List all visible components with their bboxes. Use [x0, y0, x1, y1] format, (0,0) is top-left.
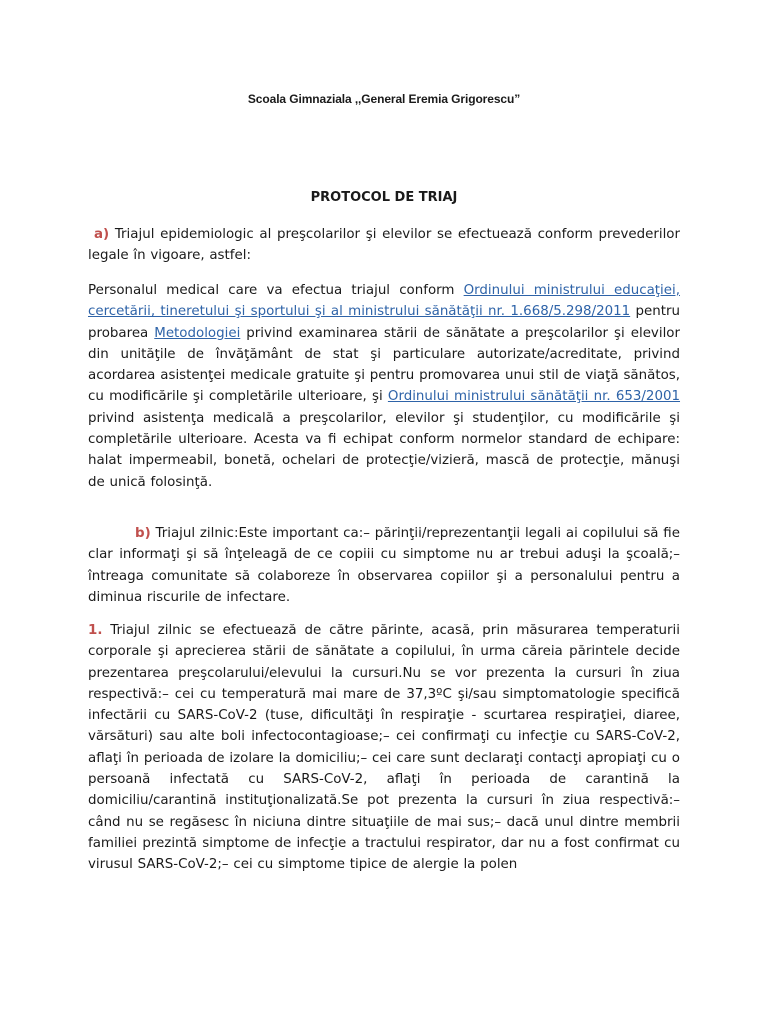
section-1-paragraph	[88, 620, 680, 876]
section-a-text: Triajul epidemiologic al preşcolarilor şi elevilor se efectuează conform prevederilor legale în vigoare, astfel:	[88, 227, 680, 264]
section-a-marker: a)	[94, 227, 110, 242]
methodology-link[interactable]: Metodologiei	[154, 325, 241, 341]
order-link-653[interactable]: Ordinului ministrului sănătăţii nr. 653/2001	[387, 389, 681, 405]
section-b-text: Triajul zilnic:Este important ca:– părinţii/reprezentanţii legali ai copilului să fie clar informaţi şi să înţeleagă de ce copiii cu simptome nu ar trebui aduşi la şcoală;– întreaga comunitate să colaboreze în observarea copiilor şi a personalului pentru a diminua riscurile de infectare.	[88, 526, 680, 605]
medical-staff-text-1: Personalul medical care va efectua triajul conform	[88, 283, 464, 298]
document-title: PROTOCOL DE TRIAJ	[310, 190, 458, 205]
school-name: Scoala Gimnaziala ,,General Eremia Grigorescu”	[247, 92, 521, 106]
section-1-marker: 1.	[88, 623, 103, 638]
medical-staff-text-3: privind examinarea stării de sănătate a preşcolarilor şi elevilor din unităţile de învăţământ de stat şi particulare autorizate/acreditate, privind acordarea asistenţei medicale gratuite şi pentru promovarea unui stil de viaţă sănătos, cu modificările şi completările ulterioare, şi	[88, 325, 680, 405]
medical-staff-text-2: pentru probarea	[88, 304, 680, 341]
medical-staff-paragraph	[88, 280, 680, 493]
section-1-text: Triajul zilnic se efectuează de către părinte, acasă, prin măsurarea temperaturii corporale şi aprecierea stării de sănătate a copilului, în urma căreia părintele decide prezentarea preşcolarului/elevului la cursuri.Nu se vor prezenta la cursuri în ziua respectivă:– cei cu temperatură mai mare de 37,3ºC şi/sau simptomatologie specifică infectării cu SARS-CoV-2 (tuse, dificultăţi în respiraţie - scurtarea respiraţiei, diaree, vărsături) sau alte boli infectocontagioase;– cei confirmaţi cu infecţie cu SARS-CoV-2, aflaţi în perioada de izolare la domiciliu;– cei care sunt declaraţi contacţi apropiaţi cu o persoană infectată cu SARS-CoV-2, aflaţi în perioada de carantină la domiciliu/carantină instituţionalizată.Se pot prezenta la cursuri în ziua respectivă:– când nu se regăsesc în niciuna dintre situaţiile de mai sus;– dacă unul dintre membrii familiei prezintă simptome de infecţie a tractului respirator, dar nu a fost confirmat cu virusul SARS-CoV-2;– cei cu simptome tipice de alergie la polen	[88, 623, 680, 873]
medical-staff-text-4: privind asistenţa medicală a preşcolarilor, elevilor şi studenţilor, cu modificările şi completările ulterioare. Acesta va fi echipat conform normelor standard de echipare: halat impermeabil, bonetă, ochelari de protecţie/vizieră, mască de protecţie, mănuşi de unică folosinţă.	[88, 410, 680, 490]
section-b-paragraph	[88, 523, 680, 608]
order-link-1668[interactable]: Ordinului ministrului educaţiei, cercetării, tineretului şi sportului şi al ministrului sănătăţii nr. 1.668/5.298/2011	[88, 283, 680, 320]
section-b-marker: b)	[135, 526, 151, 541]
section-a-paragraph	[88, 224, 680, 267]
